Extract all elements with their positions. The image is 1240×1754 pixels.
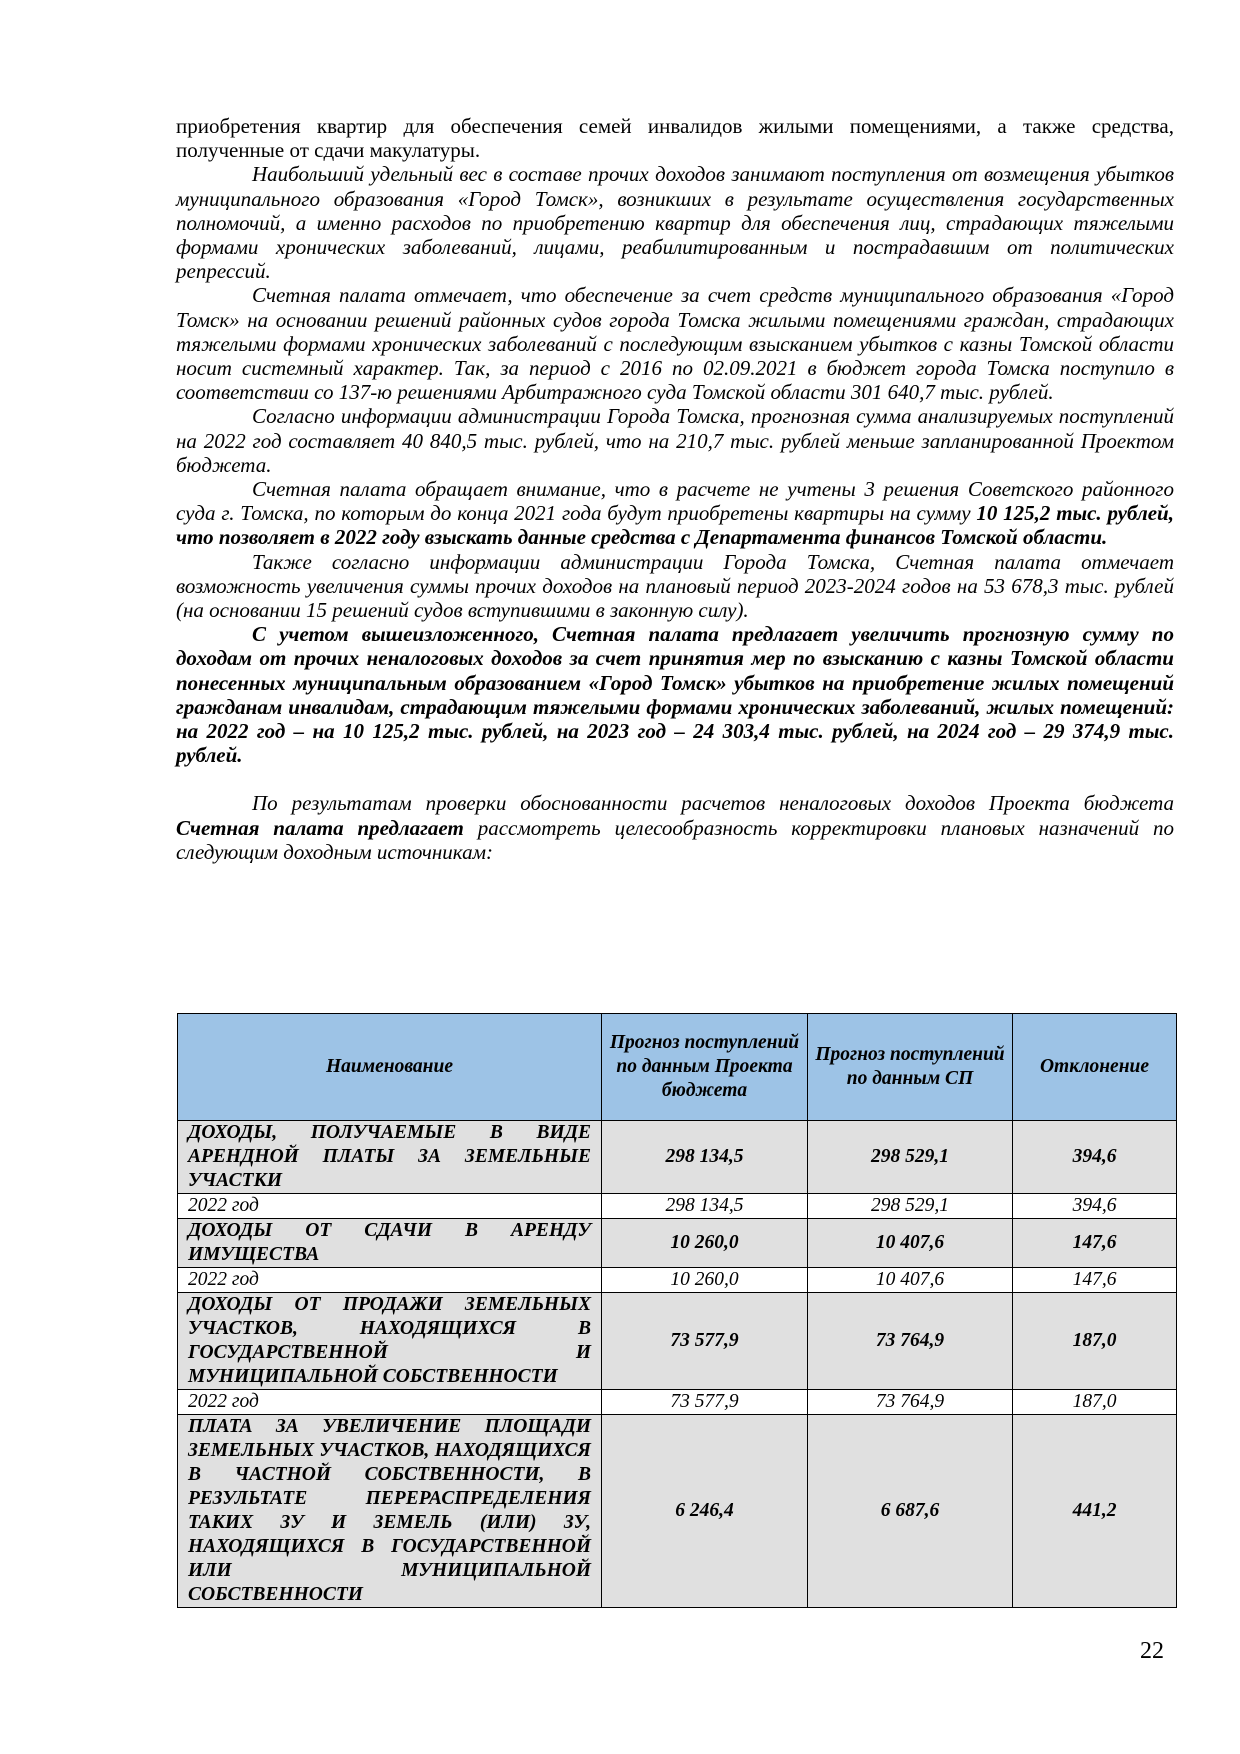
header-forecast-sp: Прогноз поступлений по данным СП [808,1014,1013,1121]
row-sp: 73 764,9 [808,1390,1013,1415]
paragraph-8 [176,791,1174,864]
row-sp: 6 687,6 [808,1415,1013,1608]
row-name: ДОХОДЫ ОТ ПРОДАЖИ ЗЕМЕЛЬНЫХ УЧАСТКОВ, НАХОДЯЩИХСЯ В ГОСУДАРСТВЕННОЙ И МУНИЦИПАЛЬНОЙ СОБСТВЕННОСТИ [178,1293,602,1390]
table-row [178,1121,1177,1194]
row-name: 2022 год [178,1390,602,1415]
row-project: 298 134,5 [602,1194,808,1219]
header-deviation: Отклонение [1013,1014,1177,1121]
row-project: 73 577,9 [602,1293,808,1390]
paragraph-3: Счетная палата отмечает, что обеспечение за счет средств муниципального образования «Город Томск» на основании решений районных судов города Томска жилыми помещениями граждан, страдающих тяжелыми формами хронических заболеваний с последующим взысканием убытков с казны Томской области носит системный характер. Так, за период с 2016 по 02.09.2021 в бюджет города Томска поступило в соответствии со 137-ю решениями Арбитражного суда Томской области 301 640,7 тыс. рублей. [176,283,1174,405]
row-name: ДОХОДЫ ОТ СДАЧИ В АРЕНДУ ИМУЩЕСТВА [178,1219,602,1268]
row-deviation: 441,2 [1013,1415,1177,1608]
paragraph-8-emphasis: Счетная палата предлагает [176,815,464,840]
paragraph-5-emphasis: 10 125,2 тыс. рублей, что позволяет в 2022 году взыскать данные средства с Департамента финансов Томской области. [176,501,1174,550]
paragraph-8-text: По результатам проверки обоснованности расчетов неналоговых доходов Проекта бюджета [252,791,1174,816]
paragraph-5-text: Счетная палата обращает внимание, что в расчете не учтены 3 решения Советского районного суда г. Томска, по которым до конца 2021 года будут приобретены квартиры на сумму [176,477,1174,526]
paragraph-8-text-end: рассмотреть целесообразность корректировки плановых назначений по следующим доходным источникам: [176,815,1174,864]
row-name: ДОХОДЫ, ПОЛУЧАЕМЫЕ В ВИДЕ АРЕНДНОЙ ПЛАТЫ ЗА ЗЕМЕЛЬНЫЕ УЧАСТКИ [178,1121,602,1194]
row-sp: 298 529,1 [808,1194,1013,1219]
document-body [176,114,1174,864]
header-name: Наименование [178,1014,602,1121]
row-deviation: 394,6 [1013,1194,1177,1219]
row-name: 2022 год [178,1268,602,1293]
paragraph-6: Также согласно информации администрации Города Томска, Счетная палата отмечает возможность увеличения суммы прочих доходов на плановый период 2023-2024 годов на 53 678,3 тыс. рублей (на основании 15 решений судов вступившими в законную силу). [176,549,1174,623]
row-deviation: 394,6 [1013,1121,1177,1194]
row-project: 10 260,0 [602,1219,808,1268]
row-deviation: 147,6 [1013,1219,1177,1268]
paragraph-7-conclusion: С учетом вышеизложенного, Счетная палата предлагает увеличить прогнозную сумму по доходам от прочих неналоговых доходов за счет принятия мер по взысканию с казны Томской области понесенных муниципальным образованием «Город Томск» убытков на приобретение жилых помещений гражданам инвалидам, страдающим тяжелыми формами хронических заболеваний, жилых помещений: на 2022 год – на 10 125,2 тыс. рублей, на 2023 год – 24 303,4 тыс. рублей, на 2024 год – 29 374,9 тыс. рублей. [176,622,1174,768]
table-row [178,1415,1177,1608]
row-project: 298 134,5 [602,1121,808,1194]
row-project: 6 246,4 [602,1415,808,1608]
paragraph-1: приобретения квартир для обеспечения семей инвалидов жилыми помещениями, а также средства, полученные от сдачи макулатуры. [176,114,1174,163]
row-name: ПЛАТА ЗА УВЕЛИЧЕНИЕ ПЛОЩАДИ ЗЕМЕЛЬНЫХ УЧАСТКОВ, НАХОДЯЩИХСЯ В ЧАСТНОЙ СОБСТВЕННОСТИ, В РЕЗУЛЬТАТЕ ПЕРЕРАСПРЕДЕЛЕНИЯ ТАКИХ ЗУ И ЗЕМЕЛЬ (ИЛИ) ЗУ, НАХОДЯЩИХСЯ В ГОСУДАРСТВЕННОЙ ИЛИ МУНИЦИПАЛЬНОЙ СОБСТВЕННОСТИ [178,1415,602,1608]
row-deviation: 147,6 [1013,1268,1177,1293]
row-name: 2022 год [178,1194,602,1219]
row-deviation: 187,0 [1013,1293,1177,1390]
row-project: 10 260,0 [602,1268,808,1293]
table-row [178,1268,1177,1293]
row-sp: 10 407,6 [808,1268,1013,1293]
table-header-row [178,1014,1177,1121]
table-row [178,1194,1177,1219]
row-deviation: 187,0 [1013,1390,1177,1415]
paragraph-4: Согласно информации администрации Города Томска, прогнозная сумма анализируемых поступлений на 2022 год составляет 40 840,5 тыс. рублей, что на 210,7 тыс. рублей меньше запланированной Проектом бюджета. [176,404,1174,477]
table-row [178,1390,1177,1415]
row-sp: 298 529,1 [808,1121,1013,1194]
row-sp: 10 407,6 [808,1219,1013,1268]
header-forecast-project: Прогноз поступлений по данным Проекта бюджета [602,1014,808,1121]
paragraph-2: Наибольший удельный вес в составе прочих доходов занимают поступления от возмещения убытков муниципального образования «Город Томск», возникших в результате осуществления государственных полномочий, а именно расходов по приобретению квартир для обеспечения лиц, страдающих тяжелыми формами хронических заболеваний, лицами, реабилитированным и пострадавшим от политических репрессий. [176,162,1174,284]
table-row [178,1219,1177,1268]
revenue-adjustment-table [177,1013,1177,1608]
row-sp: 73 764,9 [808,1293,1013,1390]
page-number: 22 [1140,1638,1164,1664]
paragraph-5 [176,477,1174,550]
row-project: 73 577,9 [602,1390,808,1415]
table-row [178,1293,1177,1390]
